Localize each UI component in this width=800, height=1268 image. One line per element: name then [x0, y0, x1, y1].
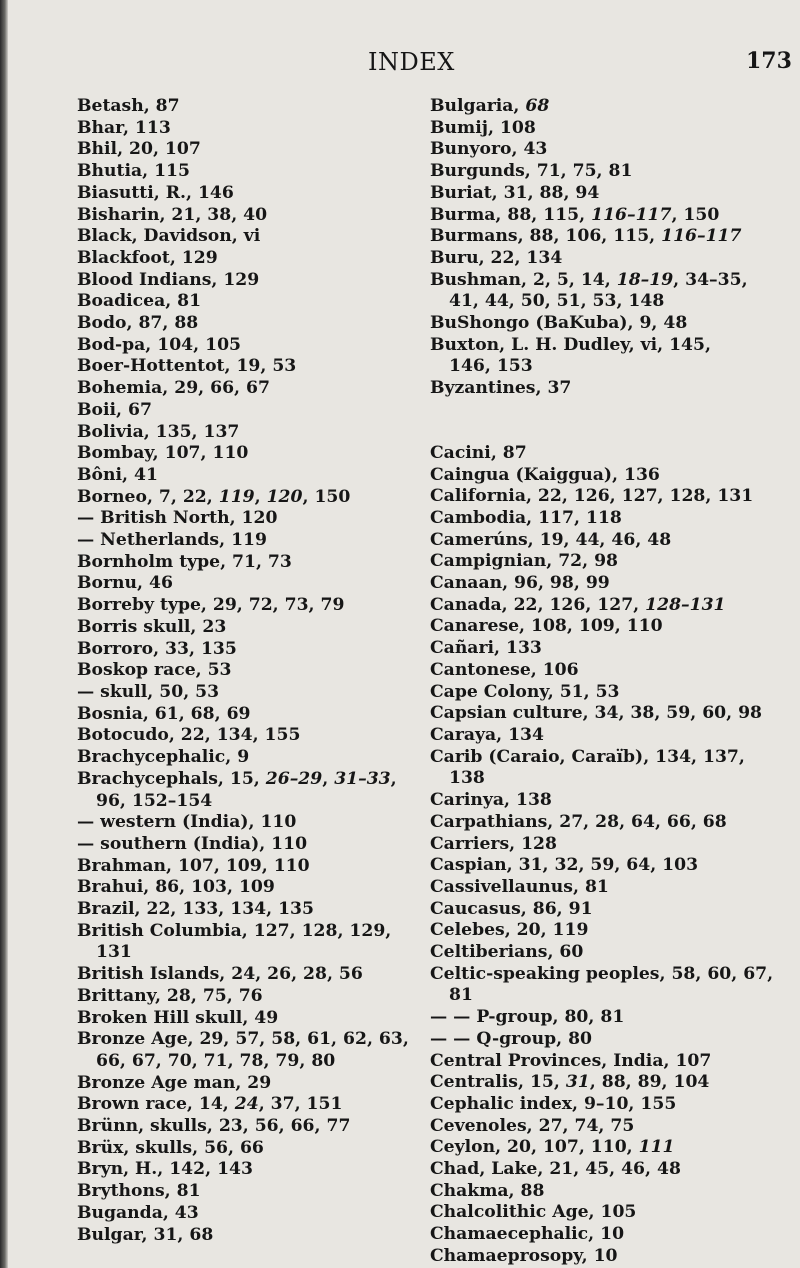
- entry-page-ref-italic: 18–19: [616, 269, 674, 290]
- entry-text: — skull, 50, 53: [77, 681, 220, 702]
- index-entry: [77, 400, 407, 422]
- index-entry-continuation: [430, 291, 796, 313]
- index-entry: [77, 1159, 407, 1181]
- index-entry: [430, 1137, 796, 1159]
- entry-text: — western (India), 110: [77, 812, 297, 833]
- entry-text: 66, 67, 70, 71, 78, 79, 80: [96, 1050, 336, 1071]
- index-entry: [77, 356, 407, 378]
- entry-page-ref-italic: 68: [525, 96, 550, 116]
- entry-text: Bolivia, 135, 137: [77, 421, 240, 442]
- entry-text: Boer-Hottentot, 19, 53: [77, 356, 297, 377]
- entry-text: Burgunds, 71, 75, 81: [430, 161, 633, 182]
- index-entry: [77, 1116, 407, 1138]
- entry-text: — southern (India), 110: [77, 833, 308, 854]
- entry-text: Brazil, 22, 133, 134, 135: [77, 899, 314, 920]
- entry-text: Boadicea, 81: [77, 291, 202, 312]
- index-entry: [430, 1116, 796, 1138]
- entry-text: Borroro, 33, 135: [77, 638, 237, 659]
- index-entry: [430, 486, 796, 508]
- entry-text: Buriat, 31, 88, 94: [430, 182, 600, 203]
- index-entry: [430, 942, 796, 964]
- entry-text: Bryn, H., 142, 143: [77, 1159, 253, 1180]
- entry-text: Brüx, skulls, 56, 66: [77, 1137, 264, 1158]
- entry-text: Chamaeprosopy, 10: [430, 1245, 618, 1266]
- entry-text: , 34–35,: [673, 269, 748, 290]
- entry-text: Bunyoro, 43: [430, 139, 548, 160]
- index-entry: [430, 1181, 796, 1203]
- index-entry: [430, 248, 796, 270]
- entry-text: , 88, 89, 104: [589, 1072, 710, 1093]
- entry-text: Brahman, 107, 109, 110: [77, 855, 310, 876]
- index-entry: [430, 834, 796, 856]
- index-entry: [77, 877, 407, 899]
- index-entry: [77, 1225, 407, 1247]
- index-entry: [77, 465, 407, 487]
- index-entry: [77, 639, 407, 661]
- index-entry: [77, 834, 407, 856]
- entry-text: Buru, 22, 134: [430, 247, 563, 268]
- entry-text: Bhar, 113: [77, 117, 171, 138]
- entry-text: Botocudo, 22, 134, 155: [77, 725, 301, 746]
- entry-text: Celtic-speaking peoples, 58, 60, 67,: [430, 963, 774, 984]
- entry-text: , 150: [302, 486, 351, 507]
- index-entry: [77, 487, 407, 509]
- index-entry: [430, 638, 796, 660]
- entry-text: 146, 153: [449, 356, 533, 377]
- entry-text: Cantonese, 106: [430, 659, 579, 680]
- entry-text: Boskop race, 53: [77, 660, 232, 681]
- entry-text: Borneo, 7, 22,: [77, 486, 219, 507]
- index-entry: [77, 183, 407, 205]
- index-entry: [430, 616, 796, 638]
- index-entry: [77, 1094, 407, 1116]
- entry-text: Betash, 87: [77, 96, 180, 116]
- entry-text: Cephalic index, 9–10, 155: [430, 1093, 677, 1114]
- index-entry-continuation: [430, 768, 796, 790]
- index-entry: [430, 270, 796, 292]
- index-entry: [430, 465, 796, 487]
- letter-section-gap: [430, 400, 796, 443]
- entry-text: Celtiberians, 60: [430, 942, 584, 963]
- entry-text: Ceylon, 20, 107, 110,: [430, 1137, 639, 1158]
- index-entry: [77, 422, 407, 444]
- entry-page-ref-italic: 116–117: [661, 226, 742, 247]
- index-entry: [430, 595, 796, 617]
- index-entry: [430, 920, 796, 942]
- entry-text: Cassivellaunus, 81: [430, 876, 609, 897]
- entry-text: BuShongo (BaKuba), 9, 48: [430, 313, 688, 334]
- entry-text: , 37, 151: [258, 1094, 343, 1115]
- index-entry: [77, 769, 407, 791]
- entry-page-ref-italic: 120: [266, 486, 303, 507]
- entry-text: Central Provinces, India, 107: [430, 1050, 712, 1071]
- entry-page-ref-italic: 128–131: [645, 594, 726, 615]
- entry-page-ref-italic: 26–29: [265, 768, 323, 789]
- index-column-left: [77, 96, 407, 1246]
- entry-text: Buxton, L. H. Dudley, vi, 145,: [430, 334, 711, 355]
- entry-text: Cañari, 133: [430, 638, 542, 659]
- entry-text: Chakma, 88: [430, 1180, 545, 1201]
- entry-page-ref-italic: 24: [234, 1094, 259, 1115]
- entry-text: Caspian, 31, 32, 59, 64, 103: [430, 855, 699, 876]
- index-entry: [430, 551, 796, 573]
- entry-text: 138: [449, 768, 485, 789]
- running-head: INDEX: [368, 48, 455, 76]
- entry-text: Celebes, 20, 119: [430, 920, 589, 941]
- index-entry: [430, 335, 796, 357]
- entry-text: Caucasus, 86, 91: [430, 898, 593, 919]
- index-entry: [77, 139, 407, 161]
- index-entry: [77, 617, 407, 639]
- index-entry: [77, 508, 407, 530]
- entry-text: Blood Indians, 129: [77, 269, 260, 290]
- index-entry: [77, 704, 407, 726]
- index-entry: [430, 725, 796, 747]
- index-entry: [430, 855, 796, 877]
- index-entry: [77, 96, 407, 118]
- index-entry: [77, 660, 407, 682]
- index-entry: [430, 964, 796, 986]
- entry-text: Bronze Age, 29, 57, 58, 61, 62, 63,: [77, 1029, 409, 1050]
- entry-text: Bornholm type, 71, 73: [77, 551, 292, 572]
- index-entry: [430, 313, 796, 335]
- entry-text: Bombay, 107, 110: [77, 443, 249, 464]
- entry-text: Bôni, 41: [77, 464, 158, 485]
- entry-text: ,: [254, 486, 267, 507]
- index-entry: [77, 812, 407, 834]
- entry-text: 41, 44, 50, 51, 53, 148: [449, 291, 665, 312]
- entry-text: Bhil, 20, 107: [77, 139, 201, 160]
- entry-page-ref-italic: 116–117: [591, 204, 672, 225]
- entry-text: — Netherlands, 119: [77, 530, 267, 551]
- index-entry: [77, 856, 407, 878]
- entry-text: Carib (Caraio, Caraïb), 134, 137,: [430, 746, 745, 767]
- index-entry-continuation: [77, 791, 407, 813]
- entry-text: Bornu, 46: [77, 573, 173, 594]
- index-entry: [430, 139, 796, 161]
- entry-page-ref-italic: 119: [218, 486, 255, 507]
- index-entry: [430, 1159, 796, 1181]
- index-entry: [77, 226, 407, 248]
- index-entry: [430, 1202, 796, 1224]
- index-entry: [430, 660, 796, 682]
- index-entry-continuation: [77, 942, 407, 964]
- entry-text: Biasutti, R., 146: [77, 182, 234, 203]
- index-entry: [430, 1051, 796, 1073]
- entry-text: Bosnia, 61, 68, 69: [77, 703, 251, 724]
- index-entry: [77, 1029, 407, 1051]
- entry-text: California, 22, 126, 127, 128, 131: [430, 486, 754, 507]
- entry-text: Canada, 22, 126, 127,: [430, 594, 646, 615]
- entry-text: Cambodia, 117, 118: [430, 507, 622, 528]
- entry-text: , 150: [671, 204, 720, 225]
- entry-text: Brittany, 28, 75, 76: [77, 985, 263, 1006]
- index-entry: [430, 1072, 796, 1094]
- index-entry-continuation: [77, 1051, 407, 1073]
- index-entry: [77, 899, 407, 921]
- entry-text: 131: [96, 942, 132, 963]
- entry-text: British Islands, 24, 26, 28, 56: [77, 964, 363, 985]
- entry-text: Bronze Age man, 29: [77, 1072, 272, 1093]
- entry-text: Boii, 67: [77, 399, 152, 420]
- entry-text: Brahui, 86, 103, 109: [77, 877, 275, 898]
- entry-text: Burmans, 88, 106, 115,: [430, 226, 662, 247]
- index-entry: [430, 812, 796, 834]
- index-entry: [77, 747, 407, 769]
- index-entry: [77, 530, 407, 552]
- index-entry: [430, 703, 796, 725]
- index-entry-continuation: [430, 356, 796, 378]
- index-entry: [77, 161, 407, 183]
- index-entry: [430, 877, 796, 899]
- entry-text: Burma, 88, 115,: [430, 204, 592, 225]
- index-entry: [430, 508, 796, 530]
- entry-text: Bod-pa, 104, 105: [77, 334, 241, 355]
- index-entry: [430, 226, 796, 248]
- entry-text: Centralis, 15,: [430, 1072, 566, 1093]
- index-entry: [430, 443, 796, 465]
- book-spine-edge: [0, 0, 8, 1268]
- entry-text: Bodo, 87, 88: [77, 313, 199, 334]
- index-entry: [430, 1246, 796, 1268]
- index-entry: [77, 205, 407, 227]
- index-entry: [77, 921, 407, 943]
- index-entry: [430, 1224, 796, 1246]
- entry-text: Carriers, 128: [430, 833, 557, 854]
- entry-text: Brachycephals, 15,: [77, 768, 266, 789]
- index-entry: [430, 790, 796, 812]
- index-entry: [430, 530, 796, 552]
- entry-text: Capsian culture, 34, 38, 59, 60, 98: [430, 703, 763, 724]
- entry-text: Bulgaria,: [430, 96, 526, 116]
- entry-text: Chalcolithic Age, 105: [430, 1202, 637, 1223]
- index-entry: [430, 161, 796, 183]
- entry-text: Bohemia, 29, 66, 67: [77, 378, 270, 399]
- index-entry: [77, 270, 407, 292]
- index-entry: [77, 725, 407, 747]
- entry-text: Cape Colony, 51, 53: [430, 681, 620, 702]
- index-entry: [77, 573, 407, 595]
- entry-text: ,: [390, 768, 397, 789]
- index-entry: [430, 899, 796, 921]
- entry-text: — British North, 120: [77, 508, 278, 529]
- entry-text: Caingua (Kaiggua), 136: [430, 464, 660, 485]
- index-entry: [77, 986, 407, 1008]
- entry-text: Carinya, 138: [430, 790, 552, 811]
- entry-text: Bisharin, 21, 38, 40: [77, 204, 268, 225]
- entry-text: — — P-group, 80, 81: [430, 1007, 625, 1028]
- index-entry: [430, 1094, 796, 1116]
- index-entry: [430, 747, 796, 769]
- entry-page-ref-italic: 31: [565, 1072, 590, 1093]
- entry-text: Borreby type, 29, 72, 73, 79: [77, 595, 345, 616]
- entry-text: Borris skull, 23: [77, 616, 227, 637]
- index-entry-continuation: [430, 985, 796, 1007]
- index-entry: [430, 183, 796, 205]
- index-entry: [77, 248, 407, 270]
- index-entry: [77, 291, 407, 313]
- index-entry: [77, 552, 407, 574]
- entry-page-ref-italic: 31–33: [334, 768, 391, 789]
- entry-text: Cevenoles, 27, 74, 75: [430, 1115, 635, 1136]
- index-entry: [430, 1007, 796, 1029]
- entry-text: Blackfoot, 129: [77, 247, 218, 268]
- index-entry: [77, 1138, 407, 1160]
- entry-text: British Columbia, 127, 128, 129,: [77, 920, 392, 941]
- index-entry: [77, 595, 407, 617]
- entry-text: Cacini, 87: [430, 442, 527, 463]
- index-entry: [430, 682, 796, 704]
- index-entry: [430, 1029, 796, 1051]
- index-entry: [77, 1181, 407, 1203]
- index-entry: [77, 1008, 407, 1030]
- page-number: 173: [746, 48, 792, 74]
- entry-text: Canaan, 96, 98, 99: [430, 573, 610, 594]
- index-entry: [77, 682, 407, 704]
- index-entry: [430, 378, 796, 400]
- index-entry: [77, 443, 407, 465]
- entry-text: ,: [322, 768, 335, 789]
- index-entry: [77, 118, 407, 140]
- entry-text: Carpathians, 27, 28, 64, 66, 68: [430, 811, 727, 832]
- page-header: [0, 48, 800, 88]
- entry-text: Campignian, 72, 98: [430, 551, 618, 572]
- entry-text: Brachycephalic, 9: [77, 747, 250, 768]
- index-entry: [77, 313, 407, 335]
- entry-text: Chad, Lake, 21, 45, 46, 48: [430, 1159, 681, 1180]
- index-entry: [430, 118, 796, 140]
- entry-text: Brown race, 14,: [77, 1094, 235, 1115]
- index-entry: [77, 378, 407, 400]
- entry-text: Broken Hill skull, 49: [77, 1007, 279, 1028]
- entry-text: Brythons, 81: [77, 1181, 201, 1202]
- entry-text: — — Q-group, 80: [430, 1028, 593, 1049]
- index-entry: [430, 96, 796, 118]
- index-entry: [77, 335, 407, 357]
- entry-text: Bushman, 2, 5, 14,: [430, 269, 617, 290]
- entry-text: 81: [449, 985, 473, 1006]
- entry-text: Bumij, 108: [430, 117, 536, 138]
- entry-text: Byzantines, 37: [430, 378, 572, 399]
- entry-text: Canarese, 108, 109, 110: [430, 616, 663, 637]
- index-entry: [77, 964, 407, 986]
- index-entry: [77, 1203, 407, 1225]
- entry-text: Caraya, 134: [430, 724, 544, 745]
- index-entry: [430, 205, 796, 227]
- index-column-right: [430, 96, 796, 1268]
- entry-text: Camerúns, 19, 44, 46, 48: [430, 529, 672, 550]
- entry-text: Buganda, 43: [77, 1202, 199, 1223]
- entry-text: Black, Davidson, vi: [77, 226, 261, 247]
- entry-text: Bhutia, 115: [77, 161, 190, 182]
- entry-text: Bulgar, 31, 68: [77, 1224, 214, 1245]
- entry-text: Chamaecephalic, 10: [430, 1224, 625, 1245]
- entry-text: Brünn, skulls, 23, 56, 66, 77: [77, 1116, 351, 1137]
- entry-page-ref-italic: 111: [638, 1137, 675, 1158]
- index-entry: [430, 573, 796, 595]
- entry-text: 96, 152–154: [96, 790, 213, 811]
- index-entry: [77, 1073, 407, 1095]
